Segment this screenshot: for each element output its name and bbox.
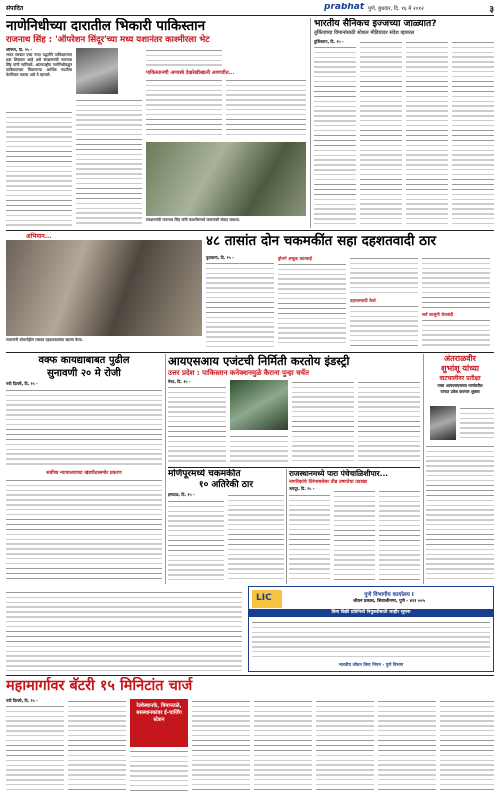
antaral-sub: नासा आयएसएसच्या मार्गावरील	[437, 383, 483, 388]
manipur-column-2	[228, 493, 284, 583]
antaral-sub-2: यानात प्रवेश करणार शुक्ला	[440, 389, 480, 394]
antaralveer-story	[426, 354, 494, 584]
banner-subhead-1: ड्रोनने अचूक कारवाई	[278, 257, 312, 262]
battery-dateline: नवी दिल्ली, दि. १५ -	[6, 698, 38, 703]
top-story-caption: संरक्षणमंत्री राजनाथ सिंह यांनी काश्मीरमध्ये जवानांशी संवाद साधला.	[146, 217, 241, 222]
waqf-headline-2: सुनावणी २० मे रोजी	[47, 368, 121, 379]
antaral-headline-2: शुभांशू यांच्या	[441, 364, 479, 373]
right-top-column-4	[452, 40, 494, 225]
top-story	[6, 18, 306, 228]
waqf-text-2	[6, 478, 162, 582]
battery-column-3	[130, 749, 188, 794]
antaral-divider	[423, 354, 424, 584]
bottom-rule	[6, 675, 494, 676]
banner-column-6	[422, 318, 490, 347]
banner-kicker: अभियान...	[26, 233, 52, 240]
right-top-headline: भारतीय सैनिकच इज्जच्या जाळ्यात?	[314, 18, 437, 29]
waqf-divider	[165, 354, 166, 584]
charging-box-text: रेल्वेस्थानके, विमानतळे, बसस्थानकांवर ई-चार्जिंग स्टेशन	[136, 703, 182, 723]
rajasthan-story	[289, 469, 420, 584]
right-top-dateline: तुर्किस्तान, दि. १५ -	[314, 39, 344, 44]
waqf-text-1	[6, 388, 162, 468]
waqf-subhead: सर्वोच्च न्यायालयाच्या खंडपीठासमोर प्रकरण	[46, 471, 122, 476]
lic-footer: भारतीय जीवन विमा निगम - पुणे विभाग	[338, 663, 404, 668]
lic-notice-bar	[249, 609, 493, 617]
top-story-headline: नाणेनिधीच्या दारातील भिकारी पाकिस्तान	[6, 18, 206, 34]
banner-headline: ४८ तासांत दोन चकमकींत सहा दहशतवादी ठार	[206, 233, 437, 249]
top-story-column-4	[146, 78, 222, 138]
isi-headline: आयएसआय एजंटची निर्मिती करतोय इंडस्ट्री	[168, 354, 350, 368]
rajasthan-dateline: जयपूर, दि. १५ -	[289, 486, 315, 491]
isi-column-4	[358, 380, 420, 465]
top-story-lead	[6, 48, 72, 108]
manipur-headline: मणिपूरमध्ये चकमकीत	[168, 469, 241, 479]
section-label: संपादित	[6, 5, 24, 12]
banner-column-1	[206, 261, 274, 347]
isi-column-1	[168, 385, 226, 465]
encounter-photo	[6, 240, 202, 336]
lic-notice-title: विमा विक्री प्रतिनिधी नियुक्तीसाठी जाहीर सूचना	[331, 610, 411, 615]
troops-photo	[146, 142, 306, 216]
right-top-story	[314, 18, 494, 228]
manipur-rule	[168, 467, 420, 468]
banner-caption: जवानांनी शोधमोहीम राबवत दहशतवाद्यांचा खात्मा केला.	[6, 337, 84, 342]
battery-column-5	[254, 699, 312, 794]
lic-advertisement	[248, 586, 494, 672]
top-story-column-2	[76, 98, 142, 226]
right-top-column-3	[406, 40, 448, 225]
banner-subhead-2: दहशतवादी केले	[350, 299, 376, 304]
isi-dateline: मेरठ, दि. १५ -	[168, 379, 191, 384]
banner-story	[206, 232, 494, 352]
lic-address: जीवन प्रकाश, शिवाजीनगर, पुणे - ४११ ००५	[353, 599, 425, 604]
banner-column-2	[278, 262, 346, 347]
banner-column-3	[350, 256, 418, 296]
page-number: ३	[489, 5, 494, 15]
waqf-story	[6, 354, 162, 584]
charging-box	[130, 699, 188, 747]
right-top-column-1	[314, 45, 356, 225]
rajasthan-headline: राजस्थानमध्ये पारा पंचेचाळिशीपार...	[289, 469, 389, 478]
rajasthan-column-3	[379, 489, 420, 583]
lic-title: पुणे विभागीय कार्यालय I	[364, 592, 414, 598]
battery-column-8	[440, 699, 494, 794]
lead-dateline: श्रीनगर, दि. १५ -	[6, 48, 33, 52]
rajasthan-subhead: नागरिकांचे तिरंगाबरोबर तीव्र उष्णतेचा तडाखा	[289, 480, 368, 485]
battery-column-2	[68, 699, 126, 794]
isi-photo	[230, 380, 288, 430]
banner-subhead-3: सर्व बाजूंनी घेराबंदी	[422, 313, 454, 318]
rajasthan-column-1	[289, 493, 330, 583]
isi-column-3	[292, 380, 354, 465]
top-story-column-1	[6, 110, 72, 226]
header-rule	[6, 15, 494, 16]
manipur-column-1	[168, 499, 224, 583]
manipur-headline-2: १० अतिरेकी ठार	[198, 480, 254, 490]
lic-body	[252, 620, 490, 660]
rajasthan-divider	[286, 469, 287, 584]
banner-dateline: पुलवामा, दि. १५ -	[206, 255, 234, 260]
battery-headline: महामार्गावर बॅटरी १५ मिनिटांत चार्ज	[6, 678, 193, 694]
battery-column-6	[316, 699, 374, 794]
page-header	[6, 3, 494, 15]
waqf-continuation	[6, 590, 242, 672]
mid-rule	[6, 352, 494, 353]
waqf-dateline: नवी दिल्ली, दि. १५ -	[6, 381, 38, 386]
battery-column-4	[192, 699, 250, 794]
battery-column-7	[378, 699, 436, 794]
isi-column-2	[230, 434, 288, 465]
paper-logo: prabhat	[324, 3, 365, 12]
banner-column-5	[422, 256, 490, 310]
date-line: पुणे, बुधवार, दि. १६ मे २०१२	[368, 6, 424, 12]
right-top-column-2	[360, 40, 402, 225]
rajnath-photo	[76, 48, 118, 94]
battery-story	[6, 677, 494, 795]
waqf-headline: वक्फ कायद्याबाबत पुढील	[38, 355, 130, 366]
antaral-column-2	[426, 444, 494, 582]
lic-logo: LIC	[256, 593, 272, 603]
manipur-story	[168, 469, 284, 584]
banner-top-rule	[6, 230, 494, 231]
antaral-headline: अंतराळवीर	[444, 354, 476, 363]
lead-text: भारत सरकार एका नव्या पद्धतीने पाकिस्तानला धडा शिकवत आहे असे संरक्षणमंत्री राजनाथ सिंह यांनी सांगितले. आंतरराष्ट्रीय नाणेनिधीकडून पाकिस्तानला मिळणाऱ्या आर्थिक मदतीचा फेरविचार करावा असे ते म्हणाले.	[6, 51, 72, 77]
antaral-column-1	[460, 406, 494, 440]
top-story-column-3	[146, 48, 222, 68]
rajasthan-column-2	[334, 489, 375, 583]
inner-headline: पाकिस्तानची अण्वस्त्रे देखरेखीखाली आणावीत...	[146, 70, 235, 76]
top-story-byline: राजनाथ सिंह : 'ऑपरेशन सिंदूर'च्या मध्य यशानंतर काश्मीरला भेट	[6, 35, 210, 45]
top-story-column-5	[226, 78, 306, 138]
isi-subhead: उत्तर प्रदेश : पाकिस्तान कनेक्शनमुळे कैराना पुन्हा चर्चेत	[168, 369, 309, 377]
banner-column-4	[350, 304, 418, 347]
isi-story	[168, 354, 420, 466]
right-top-divider	[310, 18, 311, 228]
astronaut-photo	[430, 406, 456, 440]
lic-logo-box	[252, 590, 282, 608]
battery-column-1	[6, 704, 64, 794]
right-top-subhead: तुर्कियाच्या विमानांसाठी सोशल मीडियावर संदेश व्हायरल	[314, 30, 415, 36]
manipur-dateline: इम्फाळ, दि. १५ -	[168, 492, 195, 497]
antaral-headline-3: वाटचालीवर प्रतीक्षा	[439, 375, 481, 382]
